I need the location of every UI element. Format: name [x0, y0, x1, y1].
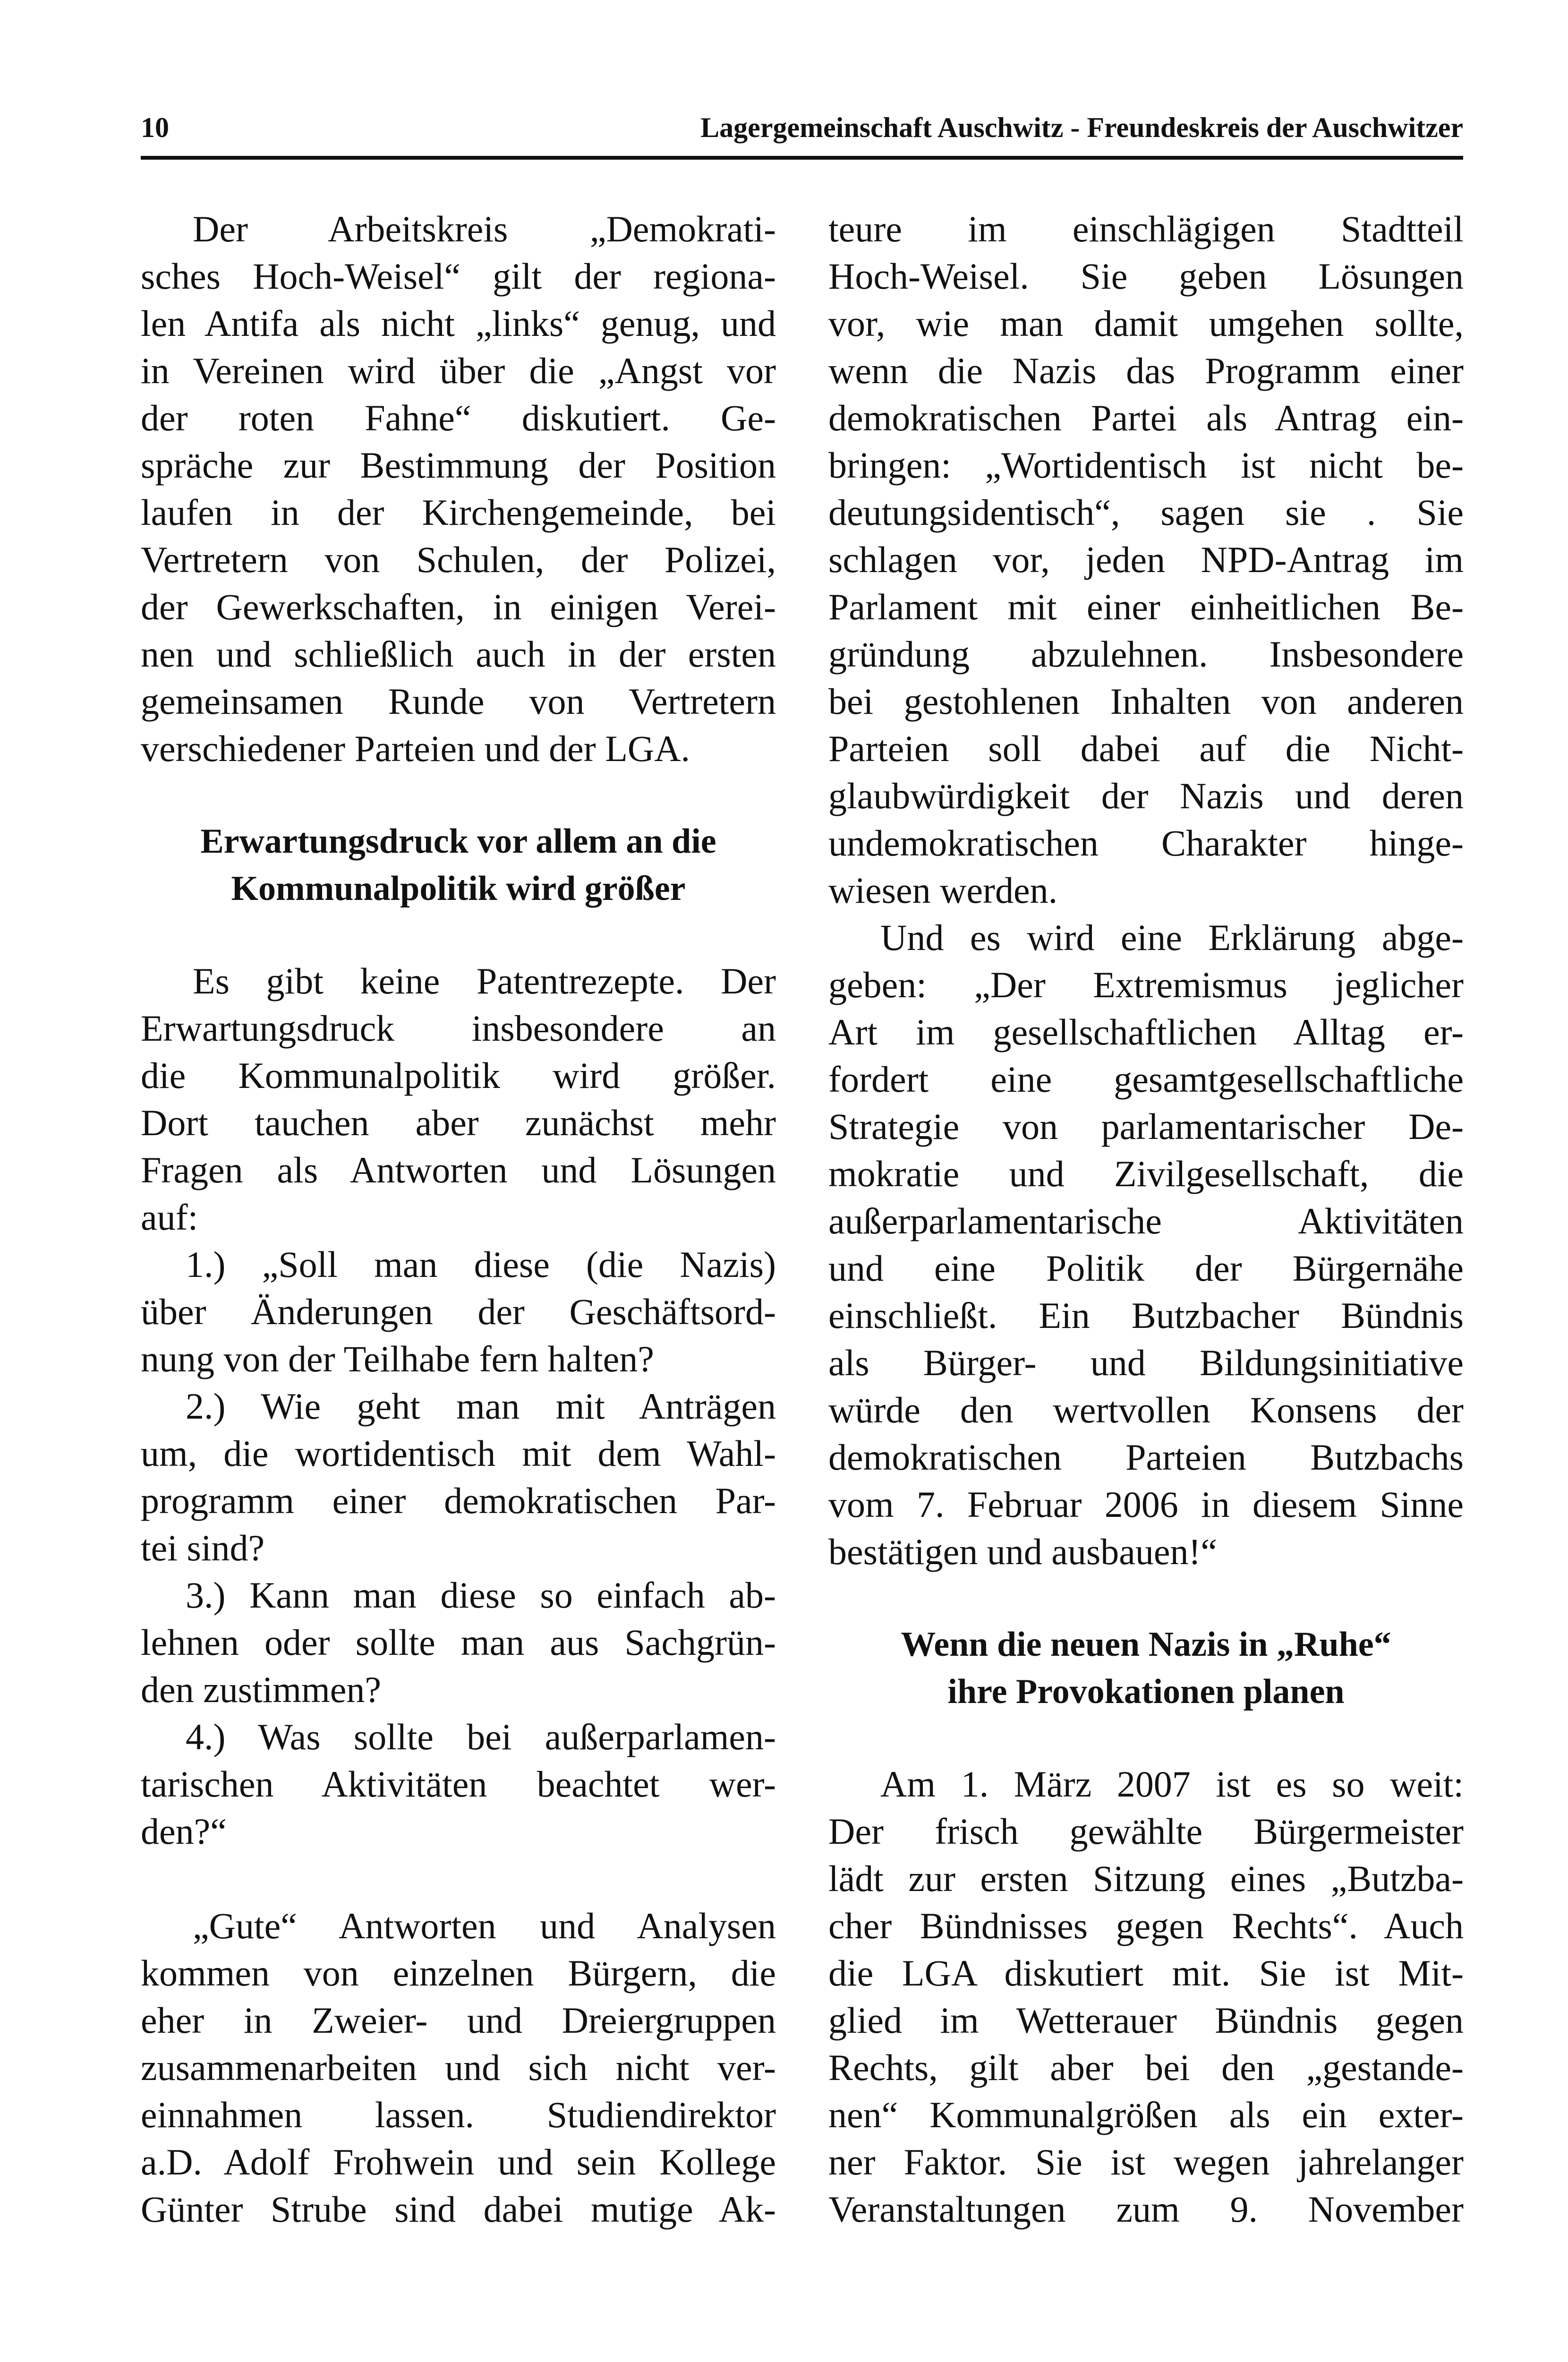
text-line: geben: „Der Extremismus jeglicher: [828, 964, 1464, 1005]
text-line: mokratie und Zivilgesellschaft, die: [828, 1153, 1464, 1194]
paragraph-erklaerung: [828, 914, 1464, 1575]
text-line: demokratischen Partei als Antrag ein-: [828, 397, 1464, 438]
text-line: Dort tauchen aber zunächst mehr: [141, 1102, 776, 1143]
text-line: Strategie von parlamentarischer De-: [828, 1106, 1464, 1147]
text-line: den?“: [141, 1811, 227, 1852]
text-line: sches Hoch-Weisel“ gilt der regiona-: [141, 256, 776, 297]
text-line: Und es wird eine Erklärung abge-: [880, 917, 1464, 958]
text-line: nen und schließlich auch in der ersten: [141, 633, 776, 675]
text-line: Der Arbeitskreis „Demokrati-: [193, 208, 776, 249]
text-line: auf:: [141, 1197, 198, 1238]
question-item-2: [141, 1383, 776, 1572]
paragraph-arbeitskreis: [141, 205, 776, 772]
text-line: schlagen vor, jeden NPD-Antrag im: [828, 539, 1464, 580]
left-column: [141, 205, 776, 2233]
text-line: 1.) „Soll man diese (die Nazis): [186, 1244, 776, 1285]
text-line: glaubwürdigkeit der Nazis und deren: [828, 775, 1464, 816]
heading-line: Kommunalpolitik wird größer: [231, 869, 686, 908]
text-line: deutungsidentisch“, sagen sie . Sie: [828, 492, 1464, 533]
section-heading-neue-nazis: [828, 1621, 1464, 1715]
text-line: eher in Zweier- und Dreiergruppen: [141, 2000, 776, 2041]
text-line: bringen: „Wortidentisch ist nicht be-: [828, 445, 1464, 486]
text-line: gemeinsamen Runde von Vertretern: [141, 681, 776, 722]
text-line: Günter Strube sind dabei mutige Ak-: [141, 2189, 776, 2230]
text-line: 2.) Wie geht man mit Anträgen: [186, 1386, 776, 1427]
text-line: vor, wie man damit umgehen sollte,: [828, 303, 1464, 344]
text-line: len Antifa als nicht „links“ genug, und: [141, 303, 776, 344]
text-line: bei gestohlenen Inhalten von anderen: [828, 681, 1464, 722]
text-line: ner Faktor. Sie ist wegen jahrelanger: [828, 2141, 1464, 2182]
text-line: undemokratischen Charakter hinge-: [828, 822, 1464, 864]
text-line: Veranstaltungen zum 9. November: [828, 2189, 1464, 2230]
text-line: nung von der Teilhabe fern halten?: [141, 1338, 654, 1379]
text-line: Rechts, gilt aber bei den „gestande-: [828, 2047, 1464, 2088]
text-line: 4.) Was sollte bei außerparlamen-: [186, 1716, 776, 1757]
running-title: Lagergemeinschaft Auschwitz - Freundeskreis der Auschwitzer: [700, 112, 1463, 143]
text-line: demokratischen Parteien Butzbachs: [828, 1437, 1464, 1478]
text-line: Fragen als Antworten und Lösungen: [141, 1149, 776, 1190]
text-line: verschiedener Parteien und der LGA.: [141, 728, 690, 769]
text-line: nen“ Kommunalgrößen als ein exter-: [828, 2094, 1464, 2135]
paragraph-maerz-2007: [828, 1761, 1464, 2233]
question-item-3: [141, 1572, 776, 1713]
text-line: spräche zur Bestimmung der Position: [141, 445, 776, 486]
text-line: den zustimmen?: [141, 1669, 382, 1710]
text-line: der roten Fahne“ diskutiert. Ge-: [141, 397, 776, 438]
text-line: die Kommunalpolitik wird größer.: [141, 1055, 776, 1096]
text-line: als Bürger- und Bildungsinitiative: [828, 1342, 1464, 1383]
text-line: um, die wortidentisch mit dem Wahl-: [141, 1433, 776, 1474]
page-number: 10: [141, 112, 169, 143]
heading-line: Wenn die neuen Nazis in „Ruhe“: [901, 1625, 1391, 1664]
text-line: wiesen werden.: [828, 870, 1058, 911]
text-line: cher Bündnisses gegen Rechts“. Auch: [828, 1905, 1464, 1946]
text-line: Hoch-Weisel. Sie geben Lösungen: [828, 256, 1464, 297]
text-line: lehnen oder sollte man aus Sachgrün-: [141, 1622, 776, 1663]
text-line: 3.) Kann man diese so einfach ab-: [186, 1575, 776, 1616]
text-line: Parteien soll dabei auf die Nicht-: [828, 728, 1464, 769]
paragraph-akteure: [828, 205, 1464, 914]
text-line: tarischen Aktivitäten beachtet wer-: [141, 1763, 776, 1805]
text-line: Vertretern von Schulen, der Polizei,: [141, 539, 776, 580]
text-line: tei sind?: [141, 1527, 265, 1568]
heading-line: Erwartungsdruck vor allem an die: [200, 822, 716, 861]
paragraph-gute-antworten: [141, 1902, 776, 2233]
text-line: teure im einschlägigen Stadtteil: [828, 208, 1464, 249]
text-line: würde den wertvollen Konsens der: [828, 1389, 1464, 1430]
text-line: und eine Politik der Bürgernähe: [828, 1248, 1464, 1289]
text-line: bestätigen und ausbauen!“: [828, 1531, 1218, 1572]
text-line: in Vereinen wird über die „Angst vor: [141, 350, 776, 391]
text-line: a.D. Adolf Frohwein und sein Kollege: [141, 2141, 776, 2182]
text-line: zusammenarbeiten und sich nicht ver-: [141, 2047, 776, 2088]
question-item-4: [141, 1713, 776, 1855]
right-column: [828, 205, 1464, 2233]
text-line: der Gewerkschaften, in einigen Verei-: [141, 586, 776, 627]
text-line: „Gute“ Antworten und Analysen: [193, 1905, 776, 1946]
text-line: wenn die Nazis das Programm einer: [828, 350, 1464, 391]
text-line: laufen in der Kirchengemeinde, bei: [141, 492, 776, 533]
text-line: lädt zur ersten Sitzung eines „Butzba-: [828, 1858, 1464, 1899]
text-line: Es gibt keine Patentrezepte. Der: [193, 960, 776, 1001]
text-line: Der frisch gewählte Bürgermeister: [828, 1811, 1464, 1852]
text-line: vom 7. Februar 2006 in diesem Sinne: [828, 1484, 1464, 1525]
text-line: Art im gesellschaftlichen Alltag er-: [828, 1011, 1464, 1053]
text-line: über Änderungen der Geschäftsord-: [141, 1291, 776, 1332]
running-header: [141, 106, 1463, 149]
text-line: Erwartungsdruck insbesondere an: [141, 1008, 776, 1049]
text-line: gründung abzulehnen. Insbesondere: [828, 633, 1464, 675]
text-line: programm einer demokratischen Par-: [141, 1480, 776, 1521]
text-line: einnahmen lassen. Studiendirektor: [141, 2094, 776, 2135]
text-line: fordert eine gesamtgesellschaftliche: [828, 1059, 1464, 1100]
header-rule: [141, 156, 1463, 160]
text-line: Parlament mit einer einheitlichen Be-: [828, 586, 1464, 627]
text-line: kommen von einzelnen Bürgern, die: [141, 1952, 776, 1994]
text-line: glied im Wetterauer Bündnis gegen: [828, 2000, 1464, 2041]
question-item-1: [141, 1241, 776, 1383]
text-line: einschließt. Ein Butzbacher Bündnis: [828, 1295, 1464, 1336]
paragraph-patentrezepte: [141, 958, 776, 1241]
text-line: außerparlamentarische Aktivitäten: [828, 1200, 1464, 1241]
text-line: Am 1. März 2007 ist es so weit:: [880, 1763, 1464, 1805]
text-line: die LGA diskutiert mit. Sie ist Mit-: [828, 1952, 1464, 1994]
heading-line: ihre Provokationen planen: [947, 1672, 1345, 1711]
section-heading-erwartungsdruck: [141, 818, 776, 912]
